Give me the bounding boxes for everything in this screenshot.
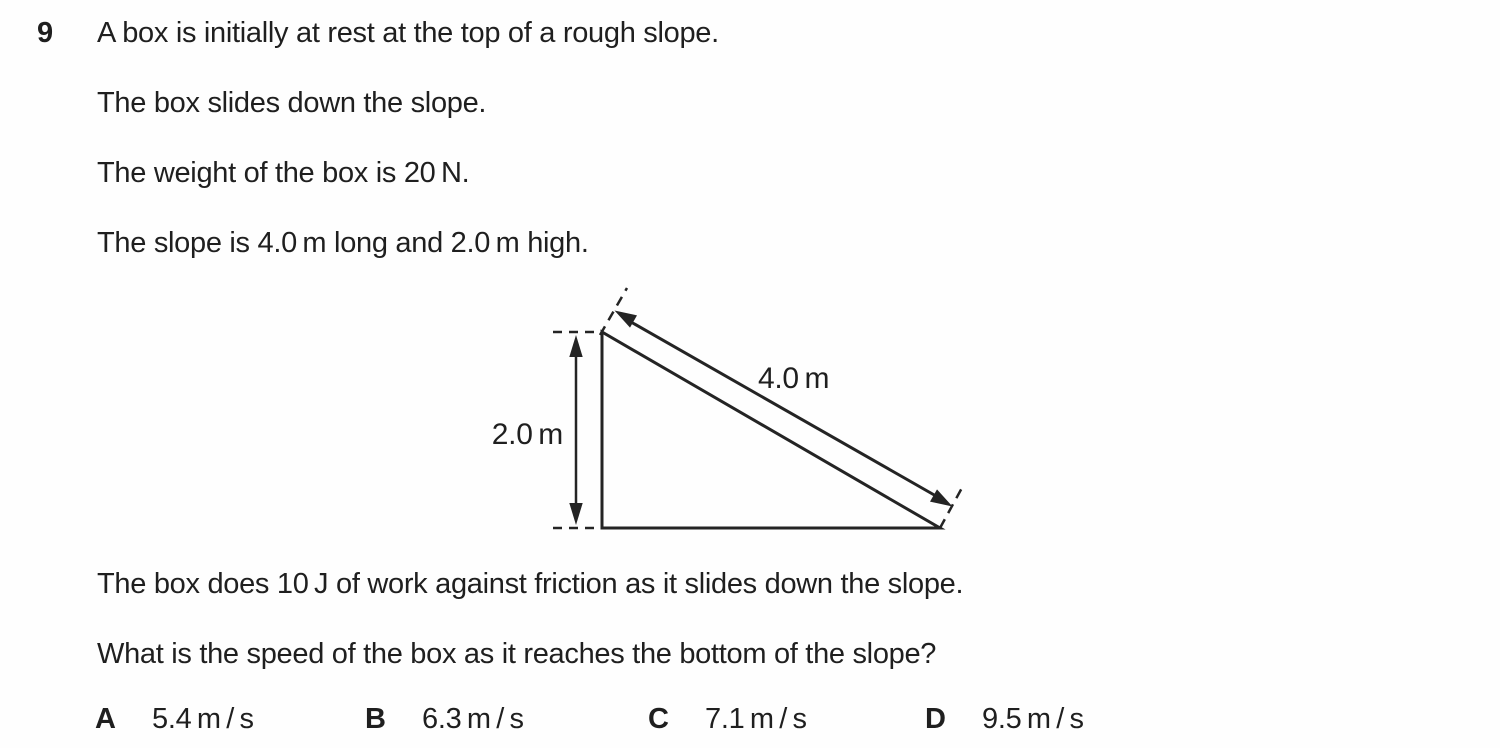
option-a-value: 5.4 m / s — [152, 703, 254, 735]
length-label: 4.0 m — [758, 362, 830, 395]
option-a-letter: A — [95, 703, 116, 735]
option-c-letter: C — [648, 703, 669, 735]
option-d — [925, 701, 1084, 737]
option-c-value: 7.1 m / s — [705, 703, 807, 735]
slope-diagram — [440, 270, 1010, 545]
option-a — [95, 701, 254, 737]
arrowhead-downright-icon — [930, 489, 953, 506]
height-label: 2.0 m — [491, 418, 563, 451]
arrowhead-down-icon — [569, 503, 582, 525]
arrowhead-up-icon — [569, 335, 582, 357]
question-number: 9 — [37, 17, 53, 49]
question-statement-line-2: The box slides down the slope. — [97, 87, 487, 119]
option-c — [648, 701, 807, 737]
option-b-value: 6.3 m / s — [422, 703, 524, 735]
dimension-extension-line-apex — [600, 288, 627, 335]
question-statement-line-1: A box is initially at rest at the top of a rough slope. — [97, 17, 719, 49]
option-d-letter: D — [925, 703, 946, 735]
question-statement-line-3: The weight of the box is 20 N. — [97, 157, 470, 189]
answer-options-row — [0, 701, 1500, 741]
friction-statement: The box does 10 J of work against friction as it slides down the slope. — [97, 568, 964, 600]
question-prompt: What is the speed of the box as it reaches the bottom of the slope? — [97, 638, 937, 670]
length-dimension-arrow — [615, 311, 953, 507]
question-statement-line-4: The slope is 4.0 m long and 2.0 m high. — [97, 227, 589, 259]
dimension-extension-line-foot — [940, 486, 963, 528]
option-b-letter: B — [365, 703, 386, 735]
option-b — [365, 701, 524, 737]
option-d-value: 9.5 m / s — [982, 703, 1084, 735]
height-dimension-arrow — [569, 335, 582, 525]
